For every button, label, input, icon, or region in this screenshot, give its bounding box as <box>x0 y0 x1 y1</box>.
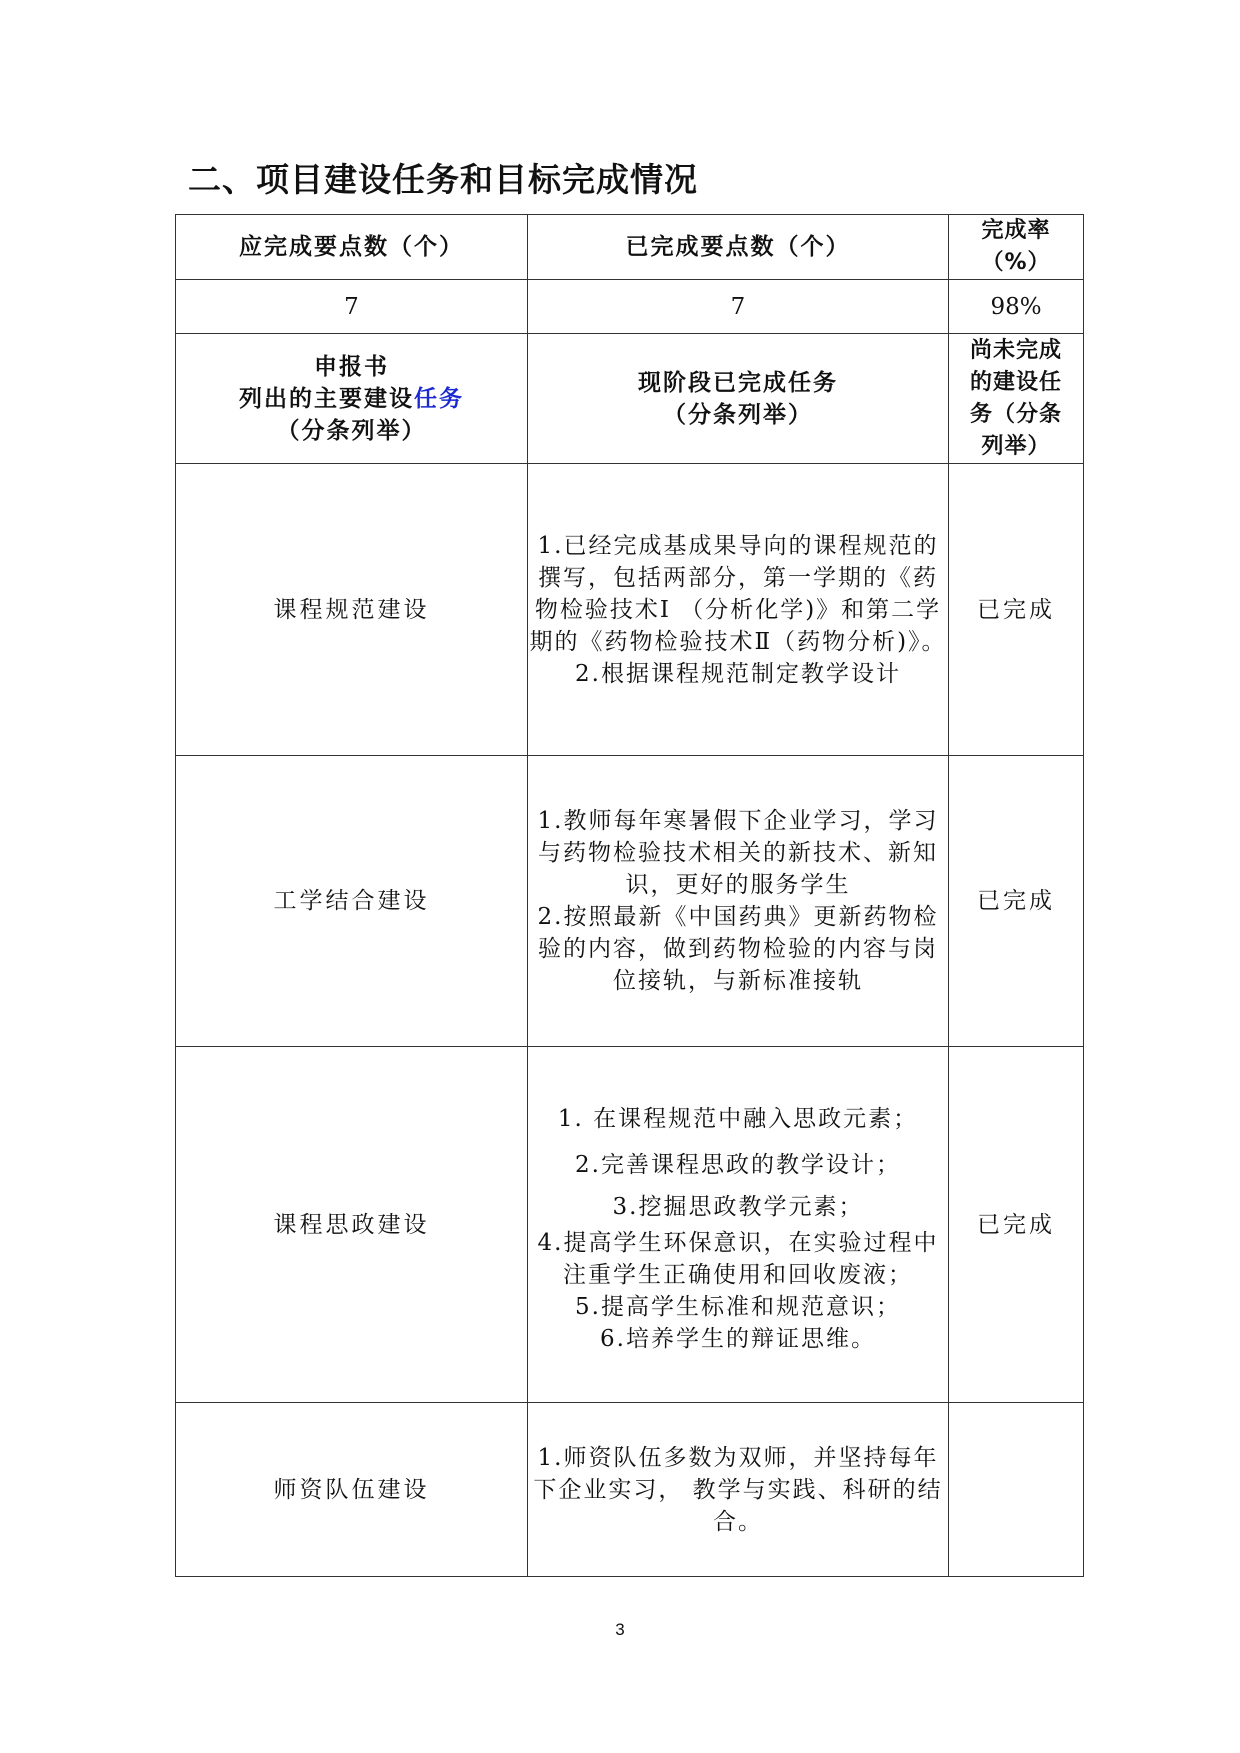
list-item: 2.按照最新《中国药典》更新药物检验的内容，做到药物检验的内容与岗位接轨，与新标准接轨 <box>537 904 939 994</box>
list-item: 1.师资队伍多数为双师，并坚持每年下企业实习， 教学与实践、科研的结合。 <box>533 1444 943 1535</box>
task-name: 工学结合建设 <box>176 756 528 1047</box>
summary-values-row <box>176 280 1084 334</box>
header-planned-line3: （分条列举） <box>276 417 427 444</box>
header-completed-line1: 现阶段已完成任务 <box>638 369 838 396</box>
list-item: 1.已经完成基成果导向的课程规范的撰写，包括两部分，第一学期的《药物检验技术Ⅰ （分析化学)》和第二学期的《药物检验技术Ⅱ（药物分析)》。 <box>529 532 947 655</box>
status-text: 已完成 <box>949 1047 1084 1403</box>
list-item: 2.根据课程规范制定教学设计 <box>575 660 901 687</box>
table-row <box>176 464 1084 756</box>
list-item: 4.提高学生环保意识，在实验过程中注重学生正确使用和回收废液； <box>537 1229 939 1288</box>
header-planned-line2-prefix: 列出的主要建设 <box>239 385 414 412</box>
task-header-row <box>176 334 1084 464</box>
table-row <box>176 1047 1084 1403</box>
header-planned-tasks <box>176 334 528 464</box>
value-should-complete: 7 <box>176 280 528 334</box>
header-unfinished-tasks <box>949 334 1084 464</box>
list-item: 1. 在课程规范中融入思政元素； <box>557 1105 919 1132</box>
task-table <box>175 214 1084 1577</box>
header-unfinished-line3: 务（分条 <box>969 401 1062 427</box>
status-text: 已完成 <box>949 464 1084 756</box>
task-name: 师资队伍建设 <box>176 1403 528 1577</box>
list-item: 2.完善课程思政的教学设计； <box>575 1151 901 1178</box>
header-unfinished-line4: 列举） <box>981 433 1051 459</box>
list-item: 1.教师每年寒暑假下企业学习，学习与药物检验技术相关的新技术、新知识，更好的服务学生 <box>537 808 939 898</box>
header-rate-line1: 完成率 <box>981 218 1051 243</box>
header-completed: 已完成要点数（个） <box>528 215 949 280</box>
header-should-complete: 应完成要点数（个） <box>176 215 528 280</box>
summary-header-row <box>176 215 1084 280</box>
value-rate: 98% <box>949 280 1084 334</box>
list-item: 5.提高学生标准和规范意识； <box>575 1293 901 1320</box>
header-planned-line2-highlight: 任务 <box>414 385 464 412</box>
table-row <box>176 1403 1084 1577</box>
header-planned-line2 <box>176 383 527 415</box>
list-item: 6.培养学生的辩证思维。 <box>600 1325 876 1352</box>
header-planned-line1: 申报书 <box>314 353 389 380</box>
page-number: 3 <box>615 1620 625 1639</box>
status-text: 已完成 <box>949 756 1084 1047</box>
header-completed-tasks <box>528 334 949 464</box>
task-name: 课程思政建设 <box>176 1047 528 1403</box>
status-text <box>949 1403 1084 1577</box>
completed-items <box>528 464 949 756</box>
value-completed: 7 <box>528 280 949 334</box>
header-unfinished-line2: 的建设任 <box>969 369 1062 395</box>
completed-items <box>528 1403 949 1577</box>
table-row <box>176 756 1084 1047</box>
list-item: 3.挖掘思政教学元素； <box>612 1193 864 1220</box>
header-unfinished-line1: 尚未完成 <box>969 337 1062 363</box>
header-rate-line2: （%） <box>981 250 1051 275</box>
header-completed-line2: （分条列举） <box>663 401 813 428</box>
completed-items <box>528 1047 949 1403</box>
task-name: 课程规范建设 <box>176 464 528 756</box>
header-rate <box>949 215 1084 280</box>
page-title: 二、项目建设任务和目标完成情况 <box>188 160 698 199</box>
completed-items <box>528 756 949 1047</box>
